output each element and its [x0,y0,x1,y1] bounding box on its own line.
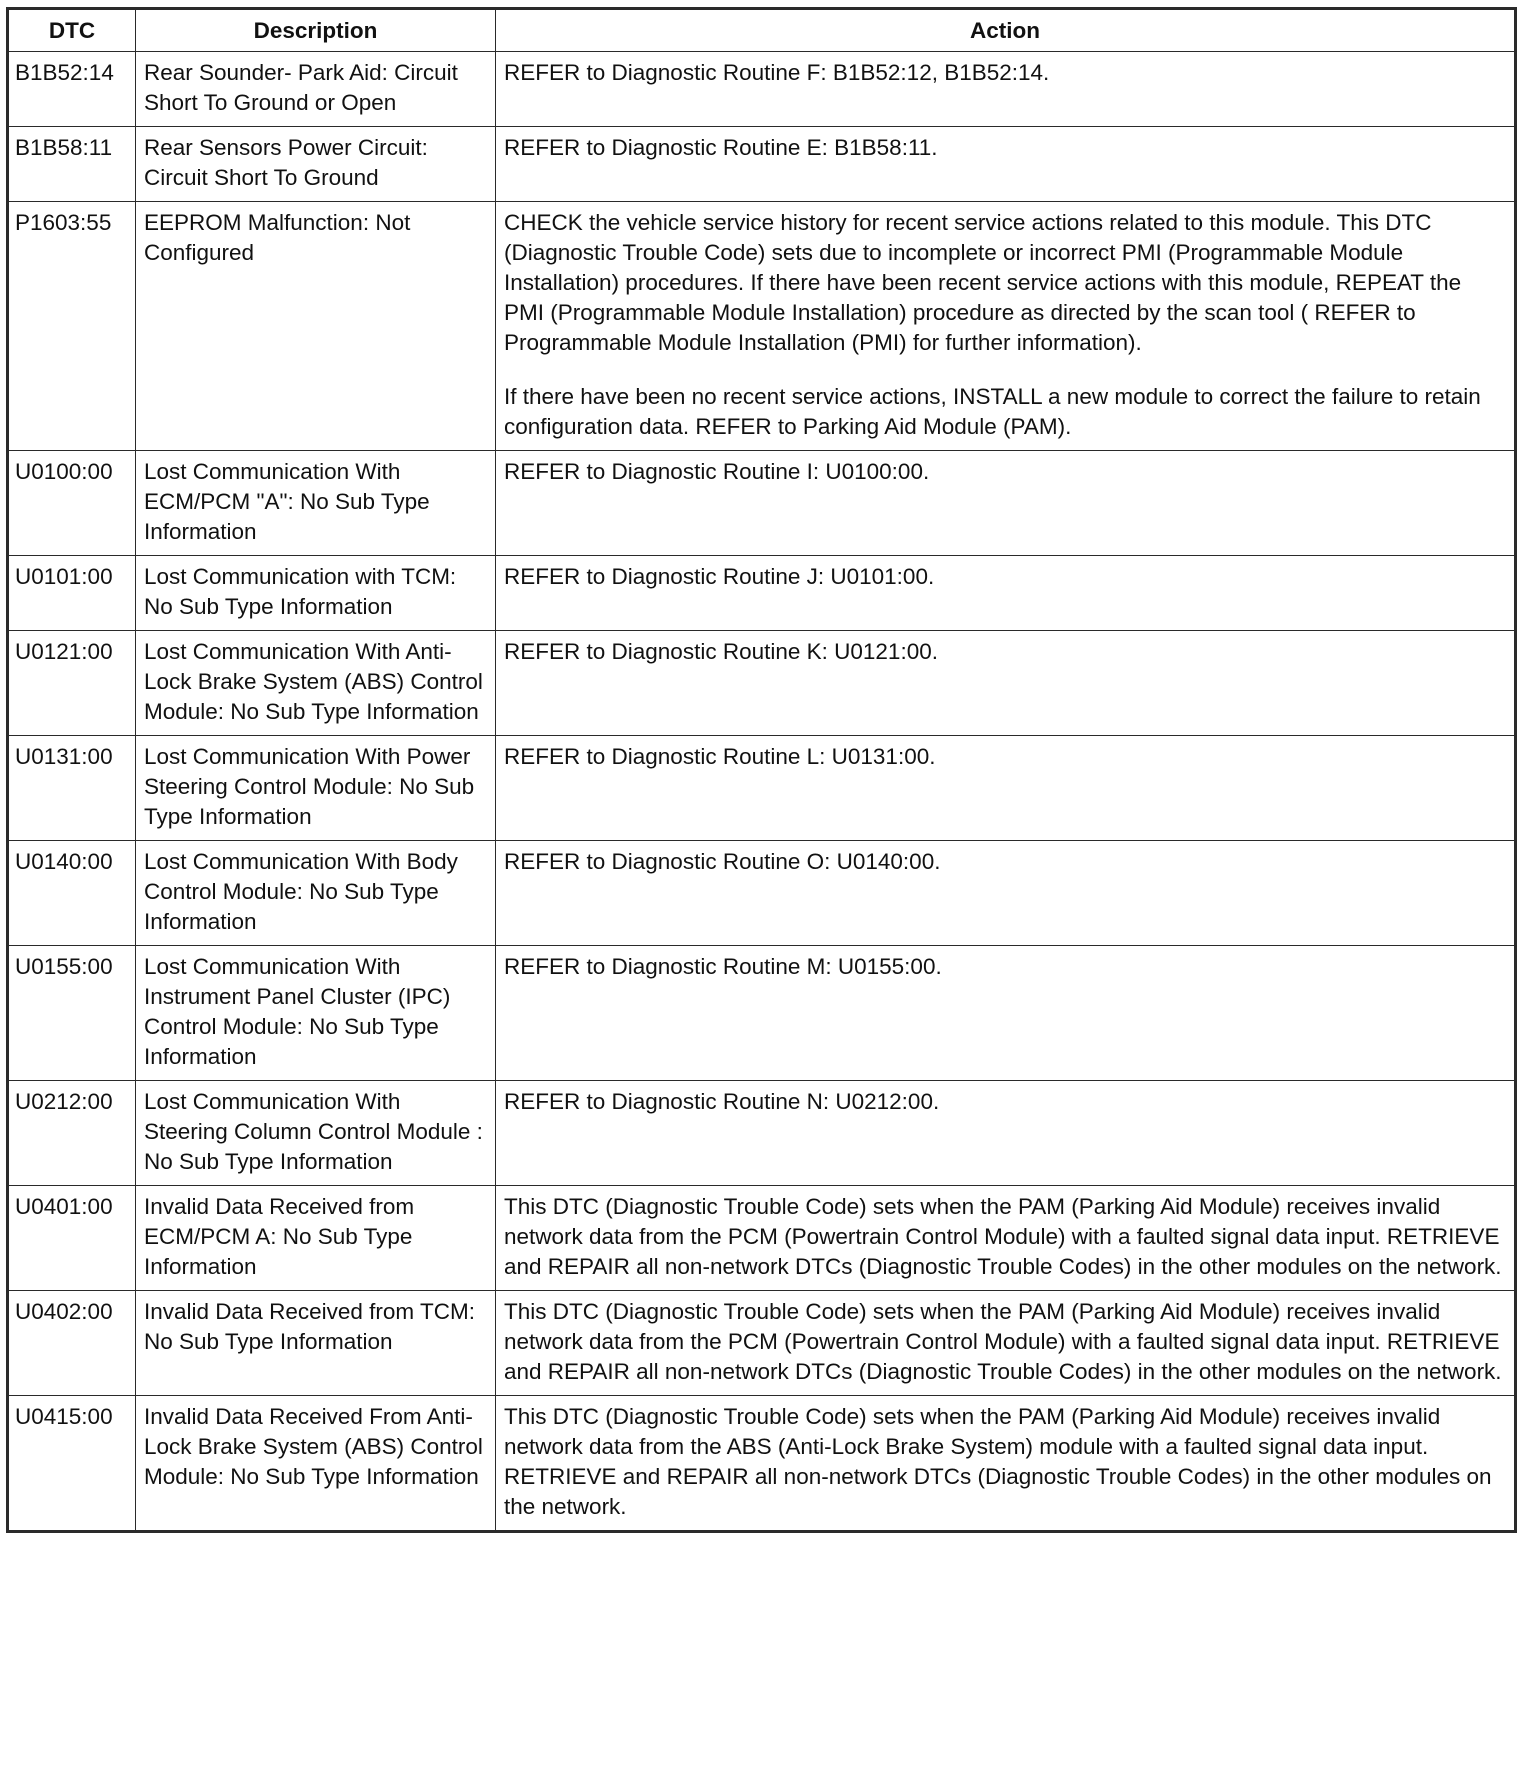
action-paragraph: CHECK the vehicle service history for recent service actions related to this module. This DTC (Diagnostic Trouble Code) sets due to incomplete or incorrect PMI (Programmable Module Installation) procedures. If there have been recent service actions with this module, REPEAT the PMI (Programmable Module Installation) procedure as directed by the scan tool ( REFER to Programmable Module Installation (PMI) for further information). [504,210,1462,355]
description-cell: Lost Communication With Power Steering Control Module: No Sub Type Information [136,736,496,841]
action-paragraph: REFER to Diagnostic Routine N: U0212:00. [504,1089,940,1114]
dtc-code-cell: B1B58:11 [8,127,136,202]
dtc-code-cell: B1B52:14 [8,52,136,127]
table-row [8,127,1516,202]
description-cell: Lost Communication with TCM: No Sub Type Information [136,556,496,631]
description-cell: Invalid Data Received From Anti-Lock Brake System (ABS) Control Module: No Sub Type Information [136,1396,496,1532]
action-cell [496,946,1516,1081]
header-row [8,9,1516,52]
description-cell: Invalid Data Received from TCM: No Sub Type Information [136,1291,496,1396]
dtc-code-cell: U0415:00 [8,1396,136,1532]
table-row [8,736,1516,841]
description-cell: Lost Communication With Body Control Module: No Sub Type Information [136,841,496,946]
header-dtc: DTC [8,9,136,52]
action-cell [496,1396,1516,1532]
dtc-code-cell: U0155:00 [8,946,136,1081]
action-paragraph: REFER to Diagnostic Routine E: B1B58:11. [504,135,938,160]
dtc-code-cell: P1603:55 [8,202,136,451]
table-row [8,1081,1516,1186]
table-row [8,52,1516,127]
dtc-code-cell: U0212:00 [8,1081,136,1186]
action-paragraph: REFER to Diagnostic Routine J: U0101:00. [504,564,935,589]
table-row [8,631,1516,736]
action-paragraph: REFER to Diagnostic Routine F: B1B52:12, B1B52:14. [504,60,1050,85]
dtc-code-cell: U0140:00 [8,841,136,946]
action-cell [496,127,1516,202]
header-action: Action [496,9,1516,52]
dtc-code-cell: U0401:00 [8,1186,136,1291]
table-row [8,202,1516,451]
dtc-table [6,7,1517,1533]
table-row [8,841,1516,946]
description-cell: Rear Sensors Power Circuit: Circuit Short To Ground [136,127,496,202]
action-paragraph: This DTC (Diagnostic Trouble Code) sets when the PAM (Parking Aid Module) receives invalid network data from the PCM (Powertrain Control Module) with a faulted signal data input. RETRIEVE and REPAIR all non-network DTCs (Diagnostic Trouble Codes) in the other modules on the network. [504,1299,1502,1384]
action-paragraph: REFER to Diagnostic Routine L: U0131:00. [504,744,936,769]
description-cell: Lost Communication With Anti-Lock Brake System (ABS) Control Module: No Sub Type Information [136,631,496,736]
dtc-code-cell: U0101:00 [8,556,136,631]
table-body [8,52,1516,1532]
table-row [8,556,1516,631]
table-row [8,1291,1516,1396]
description-cell: Lost Communication With ECM/PCM "A": No Sub Type Information [136,451,496,556]
action-cell [496,52,1516,127]
description-cell: Lost Communication With Instrument Panel Cluster (IPC) Control Module: No Sub Type Information [136,946,496,1081]
action-cell [496,451,1516,556]
description-cell: Invalid Data Received from ECM/PCM A: No Sub Type Information [136,1186,496,1291]
action-paragraph: REFER to Diagnostic Routine O: U0140:00. [504,849,941,874]
description-cell: Rear Sounder- Park Aid: Circuit Short To Ground or Open [136,52,496,127]
action-paragraph: REFER to Diagnostic Routine I: U0100:00. [504,459,930,484]
description-cell: EEPROM Malfunction: Not Configured [136,202,496,451]
table-row [8,1186,1516,1291]
action-paragraph: REFER to Diagnostic Routine K: U0121:00. [504,639,938,664]
action-cell [496,736,1516,841]
table-row [8,451,1516,556]
action-cell [496,202,1516,451]
action-cell [496,1186,1516,1291]
header-description: Description [136,9,496,52]
table-row [8,946,1516,1081]
action-cell [496,1291,1516,1396]
action-paragraph: If there have been no recent service actions, INSTALL a new module to correct the failure to retain configuration data. REFER to Parking Aid Module (PAM). [504,384,1481,439]
table-row [8,1396,1516,1532]
action-paragraph: This DTC (Diagnostic Trouble Code) sets when the PAM (Parking Aid Module) receives invalid network data from the ABS (Anti-Lock Brake System) module with a faulted signal data input. RETRIEVE and REPAIR all non-network DTCs (Diagnostic Trouble Codes) in the other modules on the network. [504,1404,1492,1519]
action-cell [496,556,1516,631]
action-cell [496,841,1516,946]
dtc-code-cell: U0100:00 [8,451,136,556]
dtc-code-cell: U0121:00 [8,631,136,736]
action-cell [496,1081,1516,1186]
dtc-code-cell: U0402:00 [8,1291,136,1396]
action-paragraph: This DTC (Diagnostic Trouble Code) sets when the PAM (Parking Aid Module) receives invalid network data from the PCM (Powertrain Control Module) with a faulted signal data input. RETRIEVE and REPAIR all non-network DTCs (Diagnostic Trouble Codes) in the other modules on the network. [504,1194,1502,1279]
dtc-code-cell: U0131:00 [8,736,136,841]
description-cell: Lost Communication With Steering Column Control Module : No Sub Type Information [136,1081,496,1186]
action-cell [496,631,1516,736]
action-paragraph: REFER to Diagnostic Routine M: U0155:00. [504,954,942,979]
